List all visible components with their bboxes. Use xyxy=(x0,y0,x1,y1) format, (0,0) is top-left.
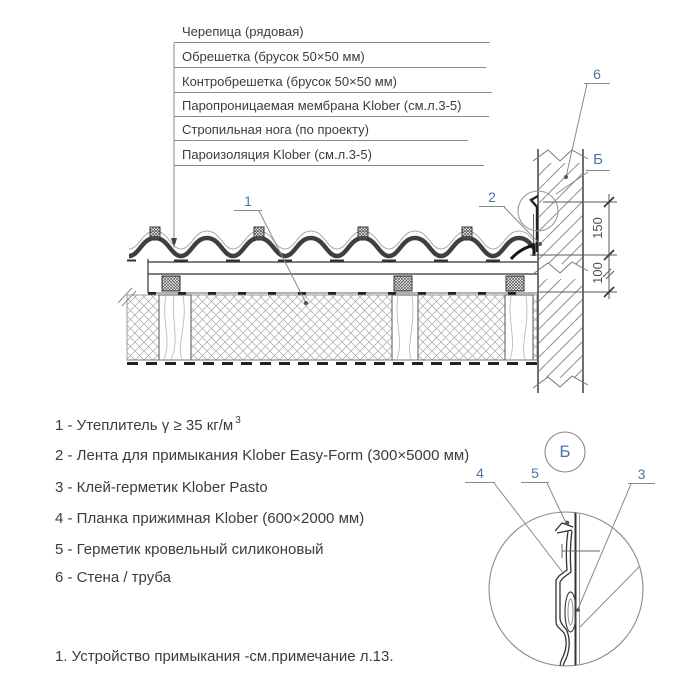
detail-title-label: Б xyxy=(559,442,571,461)
legend-item-plank: 4 - Планка прижимная Klober (600×2000 мм) xyxy=(55,510,365,527)
superscript-3: 3 xyxy=(235,415,241,426)
legend-item-sealant: 5 - Герметик кровельный силиконовый xyxy=(55,541,324,558)
rafter xyxy=(159,295,191,360)
layer-label-tile: Черепица (рядовая) xyxy=(174,20,490,43)
easy-form-tape xyxy=(511,245,534,259)
wall-break-top xyxy=(533,150,588,161)
rafter xyxy=(392,295,418,360)
legend-item-wall: 6 - Стена / труба xyxy=(55,569,171,586)
note-text: 1. Устройство примыкания -см.примечание л.13. xyxy=(55,648,394,665)
legend-item-adhesive: 3 - Клей-герметик Klober Pasto xyxy=(55,479,268,496)
legend-item-insulation: 1 - Утеплитель γ ≥ 35 кг/м $^3$ xyxy=(55,415,241,434)
rafter xyxy=(505,295,533,360)
callout-3-adhesive: 3 xyxy=(628,465,655,484)
callout-2-tape: 2 xyxy=(479,188,505,207)
adhesive-bead xyxy=(565,592,576,632)
detail-ref-label: Б xyxy=(586,151,610,171)
callout-6-wall: 6 xyxy=(584,65,610,84)
layer-label-rafter: Стропильная нога (по проекту) xyxy=(174,118,468,141)
plank-profile xyxy=(555,523,573,673)
insulation-zone xyxy=(118,288,537,364)
counter-batten-row xyxy=(148,276,537,294)
layer-label-vapor-barrier: Пароизоляция Klober (см.л.3-5) xyxy=(174,143,484,166)
detail-b xyxy=(489,432,643,673)
tile-course xyxy=(122,227,545,261)
dimension-150: 150 xyxy=(589,217,605,239)
legend-item-tape: 2 - Лента для примыкания Klober Easy-Form (300×5000 мм) xyxy=(55,447,470,464)
layer-label-membrane: Паропроницаемая мембрана Klober (см.л.3-5) xyxy=(174,94,489,117)
dimension-100: 100 xyxy=(589,262,605,284)
layer-label-batten: Обрешетка (брусок 50×50 мм) xyxy=(174,45,486,68)
callout-1-insulation: 1 xyxy=(234,192,262,211)
callout-5-sealant: 5 xyxy=(521,464,549,483)
wall xyxy=(533,149,588,393)
deck-band xyxy=(148,259,537,293)
callout-4-plank: 4 xyxy=(465,464,495,483)
layer-label-counter-batten: Контробрешетка (брусок 50×50 мм) xyxy=(174,70,492,93)
